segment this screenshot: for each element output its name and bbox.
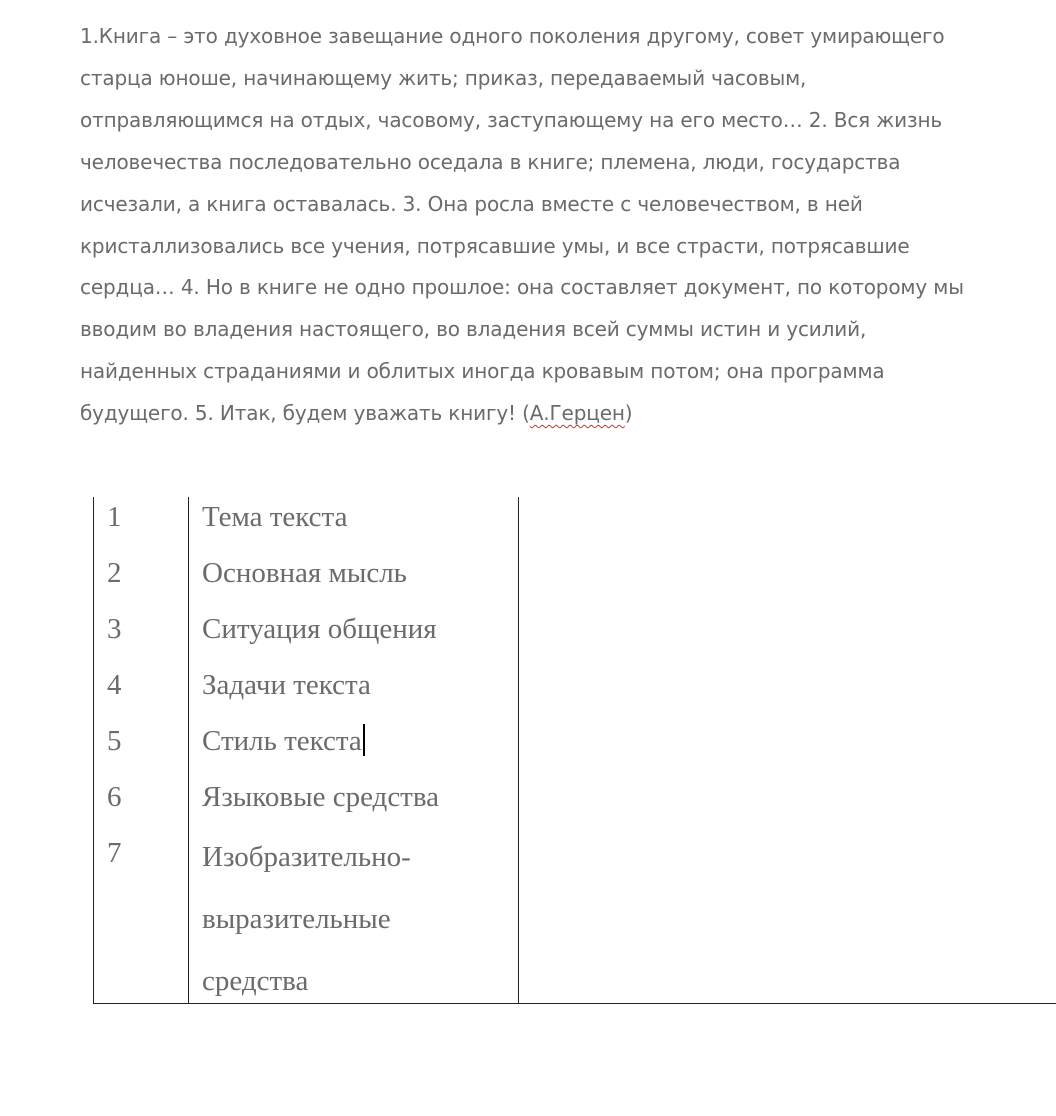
table-column-divider [188,497,189,1004]
row-label-expressive-means[interactable] [202,826,411,1012]
row-number: 5 [107,725,122,757]
last-line-prefix: будущего. 5. Итак, будем уважать книгу! ( [80,401,530,426]
row-number: 1 [107,501,122,533]
row-number: 7 [107,837,122,869]
paragraph-line: 1.Книга – это духовное завещание одного поколения другому, совет умирающего [80,24,945,48]
row-label-tasks[interactable]: Задачи текста [202,669,371,701]
table-border-left [93,497,94,1004]
row-number: 4 [107,669,122,701]
document-paragraph [80,16,1020,435]
row-label-style-text: Стиль текста [202,725,362,757]
paragraph-line: исчезали, а книга оставалась. 3. Она росла вместе с человечеством, в ней [80,191,863,216]
row-label-line: Изобразительно- [202,841,411,873]
paragraph-line: отправляющимся на отдых, часовому, заступающему на его место… 2. Вся жизнь [80,107,943,132]
row-label-situation[interactable]: Ситуация общения [202,613,437,645]
paragraph-line: старца юноше, начинающему жить; приказ, передаваемый часовым, [80,65,807,90]
author-name-spellcheck[interactable]: А.Герцен [529,401,625,426]
row-label-line: средства [202,965,309,997]
paragraph-line: человечества последовательно оседала в книге; племена, люди, государства [80,149,901,174]
paragraph-line: кристаллизовались все учения, потрясавшие умы, и все страсти, потрясавшие [80,233,910,258]
text-cursor [363,724,365,756]
paragraph-line: сердца… 4. Но в книге не одно прошлое: она составляет документ, по которому мы [80,275,964,300]
row-number: 6 [107,781,122,813]
last-line-suffix: ) [624,401,633,426]
row-label-line: выразительные [202,903,391,935]
paragraph-line: вводим во владения настоящего, во владения всей суммы истин и усилий, [80,317,867,342]
row-label-topic[interactable]: Тема текста [202,501,348,533]
paragraph-line: найденных страданиями и облитых иногда кровавым потом; она программа [80,359,885,384]
paragraph-last-line [80,393,1020,435]
analysis-table [93,497,1056,1004]
row-number: 2 [107,557,122,589]
row-label-language-means[interactable]: Языковые средства [202,781,440,813]
row-number: 3 [107,613,122,645]
row-label-style[interactable] [202,721,365,761]
row-label-main-idea[interactable]: Основная мысль [202,557,407,589]
table-column-divider [518,497,519,1004]
